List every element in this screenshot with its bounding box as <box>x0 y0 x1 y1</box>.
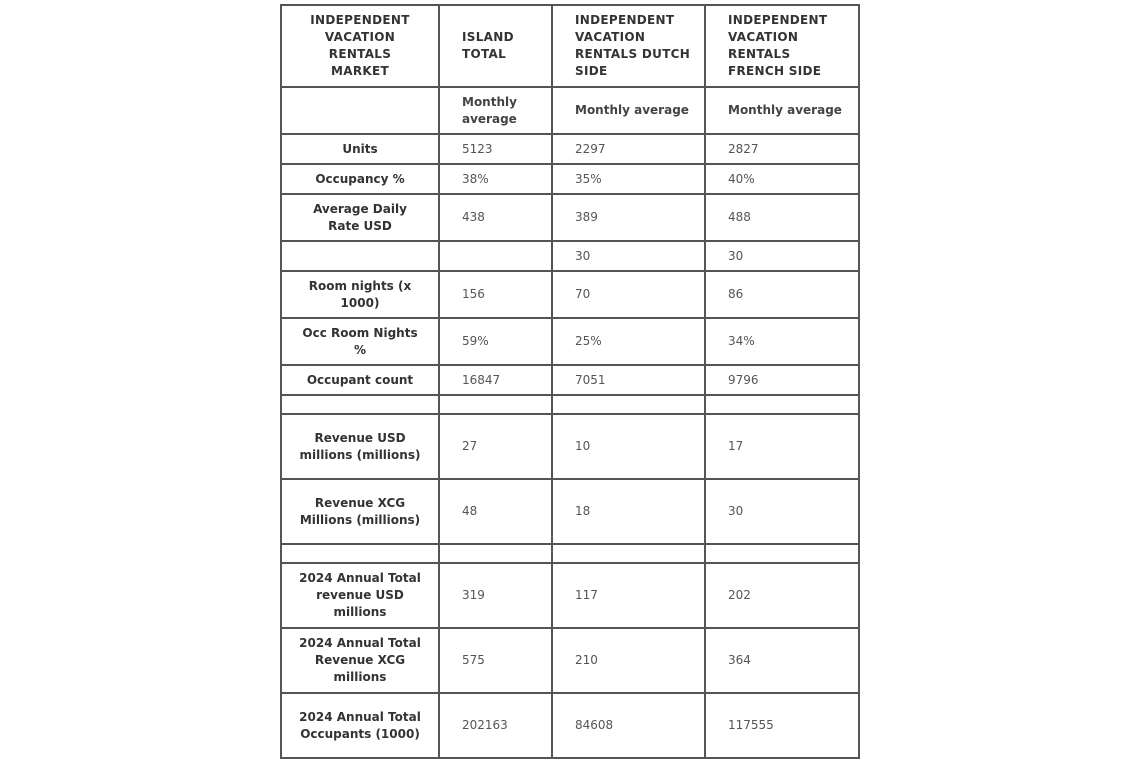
cell-dutch: 210 <box>552 628 705 693</box>
cell-island: 575 <box>439 628 552 693</box>
cell-island <box>439 395 552 414</box>
cell-island <box>439 544 552 563</box>
cell-french: 30 <box>705 241 859 271</box>
table-row-occ-room-nights <box>281 318 859 365</box>
table-row-average-daily-rate <box>281 194 859 241</box>
cell-dutch: 117 <box>552 563 705 628</box>
cell-french <box>705 544 859 563</box>
table-row-revenue-xcg <box>281 479 859 544</box>
cell-french: 86 <box>705 271 859 318</box>
cell-dutch: 25% <box>552 318 705 365</box>
table-row-annual-occupants <box>281 693 859 758</box>
cell-french <box>705 395 859 414</box>
cell-french: 488 <box>705 194 859 241</box>
row-label: 2024 Annual Total revenue USD millions <box>281 563 439 628</box>
row-label: Average Daily Rate USD <box>281 194 439 241</box>
table-row-occupant-count <box>281 365 859 395</box>
header-dutch-side: INDEPENDENT VACATION RENTALS DUTCH SIDE <box>552 5 705 87</box>
table-row-revenue-usd <box>281 414 859 479</box>
table-header-row <box>281 5 859 87</box>
table-row-units <box>281 134 859 164</box>
row-label: Units <box>281 134 439 164</box>
subheader-french-side: Monthly average <box>705 87 859 134</box>
cell-island: 38% <box>439 164 552 194</box>
cell-french: 34% <box>705 318 859 365</box>
table-row-annual-revenue-usd <box>281 563 859 628</box>
subheader-dutch-side: Monthly average <box>552 87 705 134</box>
cell-french: 364 <box>705 628 859 693</box>
cell-dutch: 389 <box>552 194 705 241</box>
cell-dutch <box>552 544 705 563</box>
cell-island: 16847 <box>439 365 552 395</box>
cell-island: 27 <box>439 414 552 479</box>
subheader-market <box>281 87 439 134</box>
cell-dutch: 2297 <box>552 134 705 164</box>
cell-french: 2827 <box>705 134 859 164</box>
row-label: Occupant count <box>281 365 439 395</box>
cell-french: 30 <box>705 479 859 544</box>
cell-island: 319 <box>439 563 552 628</box>
table-row-room-nights <box>281 271 859 318</box>
table-row-occupancy <box>281 164 859 194</box>
cell-island: 5123 <box>439 134 552 164</box>
cell-dutch: 10 <box>552 414 705 479</box>
subheader-island-total: Monthly average <box>439 87 552 134</box>
cell-french: 17 <box>705 414 859 479</box>
cell-dutch: 18 <box>552 479 705 544</box>
table-row-unlabeled <box>281 241 859 271</box>
row-label <box>281 395 439 414</box>
table-row-spacer <box>281 395 859 414</box>
table-subheader-row <box>281 87 859 134</box>
row-label: 2024 Annual Total Revenue XCG millions <box>281 628 439 693</box>
cell-island <box>439 241 552 271</box>
row-label: Occ Room Nights % <box>281 318 439 365</box>
cell-dutch: 30 <box>552 241 705 271</box>
cell-dutch: 35% <box>552 164 705 194</box>
cell-dutch: 7051 <box>552 365 705 395</box>
vacation-rentals-table <box>280 4 860 759</box>
row-label: Room nights (x 1000) <box>281 271 439 318</box>
cell-dutch <box>552 395 705 414</box>
cell-french: 9796 <box>705 365 859 395</box>
cell-french: 117555 <box>705 693 859 758</box>
row-label: Revenue USD millions (millions) <box>281 414 439 479</box>
header-french-side: INDEPENDENT VACATION RENTALS FRENCH SIDE <box>705 5 859 87</box>
cell-island: 48 <box>439 479 552 544</box>
row-label <box>281 544 439 563</box>
table-row-spacer <box>281 544 859 563</box>
row-label: Occupancy % <box>281 164 439 194</box>
header-market: INDEPENDENT VACATION RENTALS MARKET <box>281 5 439 87</box>
cell-dutch: 84608 <box>552 693 705 758</box>
cell-french: 202 <box>705 563 859 628</box>
table-row-annual-revenue-xcg <box>281 628 859 693</box>
cell-island: 202163 <box>439 693 552 758</box>
row-label <box>281 241 439 271</box>
cell-island: 156 <box>439 271 552 318</box>
header-island-total: ISLAND TOTAL <box>439 5 552 87</box>
vacation-rentals-table-container <box>280 4 858 759</box>
cell-island: 438 <box>439 194 552 241</box>
row-label: Revenue XCG Millions (millions) <box>281 479 439 544</box>
cell-island: 59% <box>439 318 552 365</box>
cell-french: 40% <box>705 164 859 194</box>
row-label: 2024 Annual Total Occupants (1000) <box>281 693 439 758</box>
cell-dutch: 70 <box>552 271 705 318</box>
